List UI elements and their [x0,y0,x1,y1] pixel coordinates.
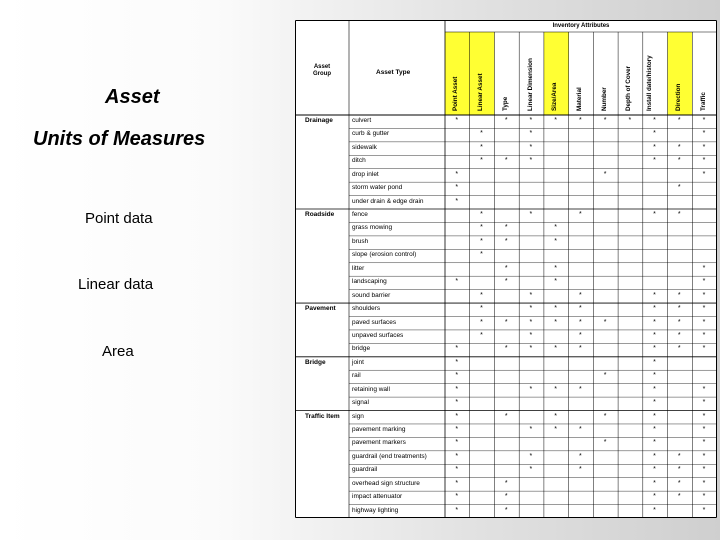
column-header-label: Material [576,87,583,111]
attribute-mark: * [677,466,681,474]
inventory-attributes-table [295,20,717,518]
legend-area: Area [102,343,134,360]
attribute-mark: * [653,479,656,487]
legend-linear-data: Linear data [78,276,154,293]
attribute-mark: * [579,425,582,433]
attribute-mark: * [702,318,706,326]
attribute-mark: * [653,385,656,393]
attribute-mark: * [653,493,656,501]
attribute-mark: * [702,331,706,339]
attribute-mark: * [480,318,483,326]
attribute-mark: * [504,493,508,501]
attribute-mark: * [529,157,533,165]
asset-type-label: overhead sign structure [352,479,420,487]
attribute-mark: * [702,345,706,353]
attribute-mark: * [455,345,459,353]
attribute-mark: * [653,130,656,138]
attribute-mark: * [579,331,582,339]
attribute-mark: * [653,117,656,124]
attribute-mark: * [603,117,607,124]
attribute-mark: * [702,264,706,272]
attribute-mark: * [677,117,681,124]
super-header: Inventory Attributes [552,23,610,29]
attribute-mark: * [702,278,706,286]
attribute-mark: * [702,439,706,447]
slide-title: Asset [105,86,160,108]
attribute-mark: * [579,452,582,460]
attribute-mark: * [455,197,459,205]
column-header-label: Point Asset [452,76,460,111]
attribute-mark: * [480,143,483,151]
asset-type-label: grass mowing [352,224,393,232]
asset-type-label: impact attenuator [352,493,403,501]
attribute-mark: * [603,372,607,380]
attribute-mark: * [653,305,656,313]
asset-type-label: storm water pond [352,184,403,192]
attribute-mark: * [603,318,607,326]
attribute-mark: * [480,224,483,232]
attribute-mark: * [702,305,706,313]
asset-type-label: unpaved surfaces [352,331,404,339]
asset-type-label: sign [352,412,364,420]
attribute-mark: * [653,425,656,433]
asset-type-label: under drain & edge drain [352,197,424,205]
attribute-mark: * [554,117,557,124]
attribute-mark: * [579,318,582,326]
attribute-mark: * [455,493,459,501]
asset-type-label: pavement markers [352,439,406,447]
legend-point-data: Point data [85,210,153,227]
attribute-mark: * [702,452,706,460]
attribute-mark: * [504,479,508,487]
attribute-mark: * [579,291,582,299]
asset-type-label: brush [352,237,369,245]
attribute-mark: * [504,264,508,272]
column-header-label: Size/Area [551,82,559,111]
asset-type-label: sidewalk [352,143,377,151]
attribute-mark: * [653,439,656,447]
attribute-mark: * [603,439,607,447]
attribute-mark: * [677,345,681,353]
attribute-mark: * [529,211,533,219]
asset-type-label: guardrail [352,466,378,474]
attribute-mark: * [603,412,607,420]
attribute-mark: * [677,452,681,460]
attribute-mark: * [702,117,706,124]
asset-type-label: fence [352,211,368,219]
attribute-mark: * [455,506,459,514]
column-header-label: Install date/history [646,55,654,111]
attribute-mark: * [529,385,533,393]
attribute-mark: * [455,466,459,474]
attribute-mark: * [702,466,706,474]
attribute-mark: * [529,130,533,138]
attribute-mark: * [504,157,508,165]
attribute-mark: * [529,452,533,460]
attribute-mark: * [653,358,656,366]
attribute-mark: * [529,291,533,299]
column-header-label: Linear Dimension [526,58,534,111]
attribute-mark: * [702,399,706,407]
group-header: Asset Group [313,64,331,77]
attribute-mark: * [702,425,706,433]
asset-group-label: Drainage [305,117,333,124]
attribute-mark: * [628,117,632,124]
attribute-mark: * [677,143,681,151]
attribute-mark: * [529,425,533,433]
type-header: Asset Type [376,69,411,76]
attribute-mark: * [529,331,533,339]
attribute-mark: * [455,425,459,433]
attribute-mark: * [677,184,681,192]
column-header-label: Depth of Cover [625,65,633,111]
asset-type-label: landscaping [352,278,387,286]
attribute-mark: * [480,251,483,259]
attribute-mark: * [579,466,582,474]
attribute-mark: * [504,412,508,420]
asset-type-label: highway lighting [352,506,399,514]
attribute-mark: * [554,412,557,420]
asset-group-label: Traffic Item [305,412,340,420]
attribute-mark: * [677,318,681,326]
asset-group-label: Pavement [305,305,336,313]
attribute-mark: * [677,493,681,501]
attribute-mark: * [677,211,681,219]
attribute-mark: * [702,157,706,165]
column-header-label: Direction [674,83,682,111]
attribute-mark: * [504,117,508,124]
attribute-mark: * [677,479,681,487]
attribute-mark: * [653,331,656,339]
attribute-mark: * [653,318,656,326]
asset-type-label: guardrail (end treatments) [352,452,427,460]
attribute-mark: * [529,345,533,353]
asset-type-label: bridge [352,345,371,353]
asset-type-label: joint [352,358,364,366]
column-header-label: Number [600,87,608,111]
attribute-mark: * [480,331,483,339]
asset-group-label: Bridge [305,358,326,366]
attribute-mark: * [455,278,459,286]
attribute-mark: * [677,305,681,313]
attribute-mark: * [455,184,459,192]
attribute-mark: * [529,143,533,151]
attribute-mark: * [554,224,557,232]
attribute-mark: * [554,278,557,286]
attribute-mark: * [480,211,483,219]
attribute-mark: * [554,425,557,433]
asset-type-label: sound barrier [352,291,391,299]
attribute-mark: * [554,385,557,393]
attribute-mark: * [653,506,656,514]
attribute-mark: * [579,345,582,353]
attribute-mark: * [455,452,459,460]
attribute-mark: * [579,305,582,313]
attribute-mark: * [677,331,681,339]
attribute-mark: * [504,345,508,353]
attribute-mark: * [653,345,656,353]
attribute-mark: * [455,479,459,487]
asset-type-label: ditch [352,157,366,165]
attribute-mark: * [529,117,533,124]
asset-type-label: culvert [352,117,372,124]
asset-type-label: shoulders [352,305,381,313]
attribute-mark: * [653,399,656,407]
attribute-mark: * [455,385,459,393]
asset-type-label: signal [352,399,369,407]
attribute-mark: * [702,412,706,420]
attribute-mark: * [554,345,557,353]
attribute-mark: * [554,305,557,313]
attribute-mark: * [653,157,656,165]
attribute-mark: * [702,143,706,151]
attribute-mark: * [504,318,508,326]
attribute-mark: * [554,264,557,272]
attribute-mark: * [455,358,459,366]
attribute-mark: * [504,506,508,514]
attribute-mark: * [480,305,483,313]
attribute-mark: * [653,372,656,380]
asset-group-label: Roadside [305,211,335,219]
column-header-label: Traffic [699,92,707,111]
attribute-mark: * [702,170,706,178]
column-header-label: Type [501,96,509,111]
asset-type-label: retaining wall [352,385,390,393]
attribute-mark: * [455,372,459,380]
attribute-mark: * [529,305,533,313]
attribute-mark: * [702,493,706,501]
attribute-mark: * [653,452,656,460]
attribute-mark: * [504,278,508,286]
attribute-mark: * [529,466,533,474]
column-header-label: Linear Asset [477,73,485,111]
attribute-mark: * [529,318,533,326]
attribute-mark: * [480,130,483,138]
attribute-mark: * [579,385,582,393]
asset-type-label: curb & gutter [352,130,390,138]
asset-type-label: slope (erosion control) [352,251,417,259]
attribute-mark: * [653,143,656,151]
asset-type-label: rail [352,372,361,380]
asset-type-label: litter [352,264,365,272]
attribute-mark: * [480,157,483,165]
attribute-mark: * [677,157,681,165]
attribute-mark: * [653,291,656,299]
attribute-mark: * [455,170,459,178]
asset-type-label: drop inlet [352,170,379,178]
attribute-mark: * [480,237,483,245]
attribute-mark: * [554,237,557,245]
attribute-mark: * [455,439,459,447]
attribute-mark: * [677,291,681,299]
attribute-mark: * [455,399,459,407]
attribute-mark: * [653,412,656,420]
attribute-mark: * [653,466,656,474]
attribute-mark: * [702,506,706,514]
attribute-mark: * [579,211,582,219]
attribute-mark: * [455,117,459,124]
attribute-mark: * [504,237,508,245]
attribute-mark: * [653,211,656,219]
attribute-mark: * [504,224,508,232]
attribute-mark: * [702,130,706,138]
attribute-mark: * [480,291,483,299]
slide-subtitle: Units of Measures [33,128,206,150]
attribute-mark: * [455,412,459,420]
attribute-mark: * [702,385,706,393]
asset-type-label: pavement marking [352,425,406,433]
asset-type-label: paved surfaces [352,318,397,326]
attribute-mark: * [603,170,607,178]
attribute-mark: * [702,479,706,487]
attribute-mark: * [702,291,706,299]
attribute-mark: * [579,117,582,124]
attribute-mark: * [554,318,557,326]
